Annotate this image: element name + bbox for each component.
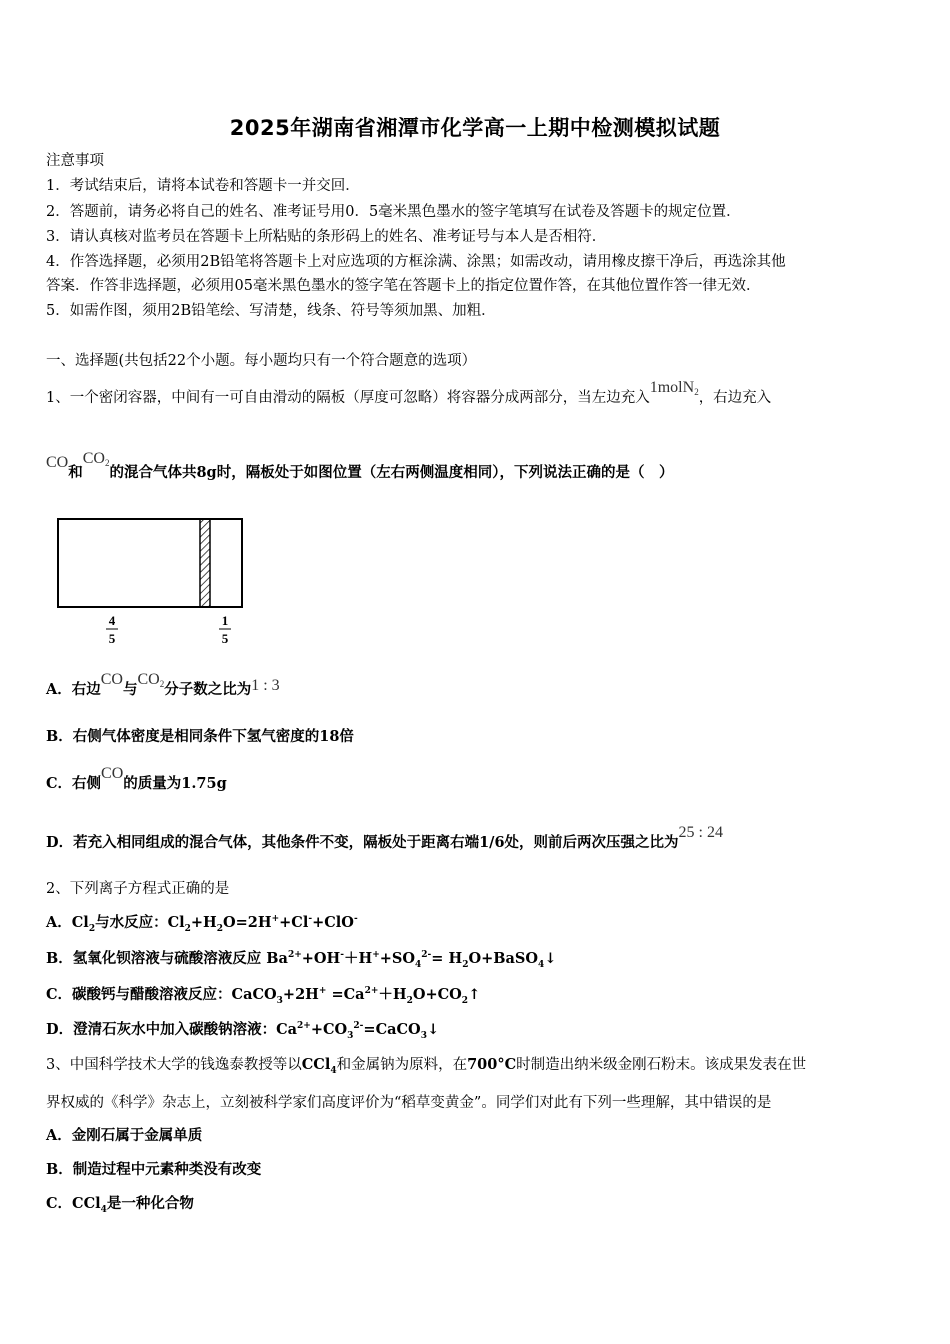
q2-option-c: C．碳酸钙与醋酸溶液反应：CaCO$_3$+2H+ $=Ca^{2+}+H_2O+CO_2↑$ bbox=[46, 986, 481, 1006]
formula-co: CO bbox=[46, 454, 69, 471]
section-heading: 一、选择题(共包括22个小题。每小题均只有一个符合题意的选项） bbox=[46, 353, 477, 369]
q3-option-a: A．金刚石属于金属单质 bbox=[46, 1127, 203, 1144]
q1-option-c: C．右侧CO的质量为1.75g bbox=[46, 765, 227, 792]
q2-stem: 2、下列离子方程式正确的是 bbox=[46, 881, 230, 897]
notice-item: 答案．作答非选择题，必须用05毫米黑色墨水的签字笔在答题卡上的指定位置作答，在其他位置作答一律无效． bbox=[46, 278, 761, 294]
q2-option-d: D．澄清石灰水中加入碳酸钠溶液：$Ca^{2+}+CO_3^{2-}=CaCO_3↓$ bbox=[46, 1021, 440, 1041]
notice-item: 3．请认真核对监考员在答题卡上所粘贴的条形码上的姓名、准考证号与本人是否相符． bbox=[46, 229, 607, 245]
notice-item: 1．考试结束后，请将本试卷和答题卡一并交回． bbox=[46, 178, 360, 194]
page-title: 2025年湖南省湘潭市化学高一上期中检测模拟试题 bbox=[229, 116, 721, 140]
partition-plate bbox=[200, 519, 210, 607]
formula-co: CO bbox=[100, 671, 123, 688]
q3-option-b: B．制造过程中元素种类没有改变 bbox=[46, 1161, 262, 1178]
ratio-25-24: 25 : 24 bbox=[678, 824, 723, 841]
label-right-numerator: 1 bbox=[221, 613, 229, 628]
q1-stem-line1 bbox=[46, 379, 772, 412]
container-diagram bbox=[48, 512, 248, 652]
q2-option-a: A．$Cl_2$与水反应：$Cl_2+H_2O=2H^++Cl^-+ClO^-$ bbox=[46, 914, 358, 934]
formula-co: CO bbox=[101, 765, 124, 782]
notice-heading: 注意事项 bbox=[46, 153, 104, 169]
ratio-1-3: 1 : 3 bbox=[251, 677, 280, 694]
formula-1moln2: 1molN2 bbox=[649, 379, 699, 397]
q1-option-d: D．若充入相同组成的混合气体，其他条件不变，隔板处于距离右端1/6处，则前后两次压强之比为25 : 24 bbox=[46, 824, 723, 851]
q3-stem-line2: 界权威的《科学》杂志上，立刻被科学家们高度评价为“稻草变黄金”。同学们对此有下列一些理解，其中错误的是 bbox=[46, 1095, 772, 1111]
q1-text: 的混合气体共8g时，隔板处于如图位置（左右两侧温度相同），下列说法正确的是（ ） bbox=[109, 464, 674, 481]
label-left-numerator: 4 bbox=[108, 613, 116, 628]
label-right-denominator: 5 bbox=[221, 631, 229, 646]
notice-item: 4．作答选择题，必须用2B铅笔将答题卡上对应选项的方框涂满、涂黑；如需改动，请用橡皮擦干净后，再选涂其他 bbox=[46, 254, 786, 270]
q2-option-b: B．氢氧化钡溶液与硫酸溶液反应 $Ba^{2+}+OH^-+H^++SO_4^{2-}=$ $H_2O+BaSO_4↓$ bbox=[46, 950, 557, 970]
q1-text: ，右边充入 bbox=[698, 390, 772, 406]
q1-option-b: B．右侧气体密度是相同条件下氢气密度的18倍 bbox=[46, 728, 354, 745]
q3-stem-line1: 3、中国科学技术大学的钱逸泰教授等以CCl$_4$和金属钠为原料，在700°C时制造出纳米级金刚石粉末。该成果发表在世 bbox=[46, 1056, 807, 1076]
q1-text: 1、一个密闭容器，中间有一可自由滑动的隔板（厚度可忽略）将容器分成两部分，当左边充入 bbox=[46, 390, 650, 406]
formula-co2: CO2 bbox=[137, 671, 165, 689]
q1-option-a: A．右边CO与CO2分子数之比为1 : 3 bbox=[46, 671, 280, 698]
notice-item: 5．如需作图，须用2B铅笔绘、写清楚，线条、符号等须加黑、加粗． bbox=[46, 303, 496, 319]
formula-co2: CO2 bbox=[82, 450, 110, 468]
q3-option-c: C．CCl$_4$是一种化合物 bbox=[46, 1195, 194, 1215]
container-box bbox=[58, 519, 242, 607]
q1-stem-line2: CO和CO2的混合气体共8g时，隔板处于如图位置（左右两侧温度相同），下列说法正确的是（ ） bbox=[46, 450, 674, 481]
notice-item: 2．答题前，请务必将自己的姓名、准考证号用0．5毫米黑色墨水的签字笔填写在试卷及答题卡的规定位置． bbox=[46, 204, 741, 220]
label-left-denominator: 5 bbox=[108, 631, 116, 646]
